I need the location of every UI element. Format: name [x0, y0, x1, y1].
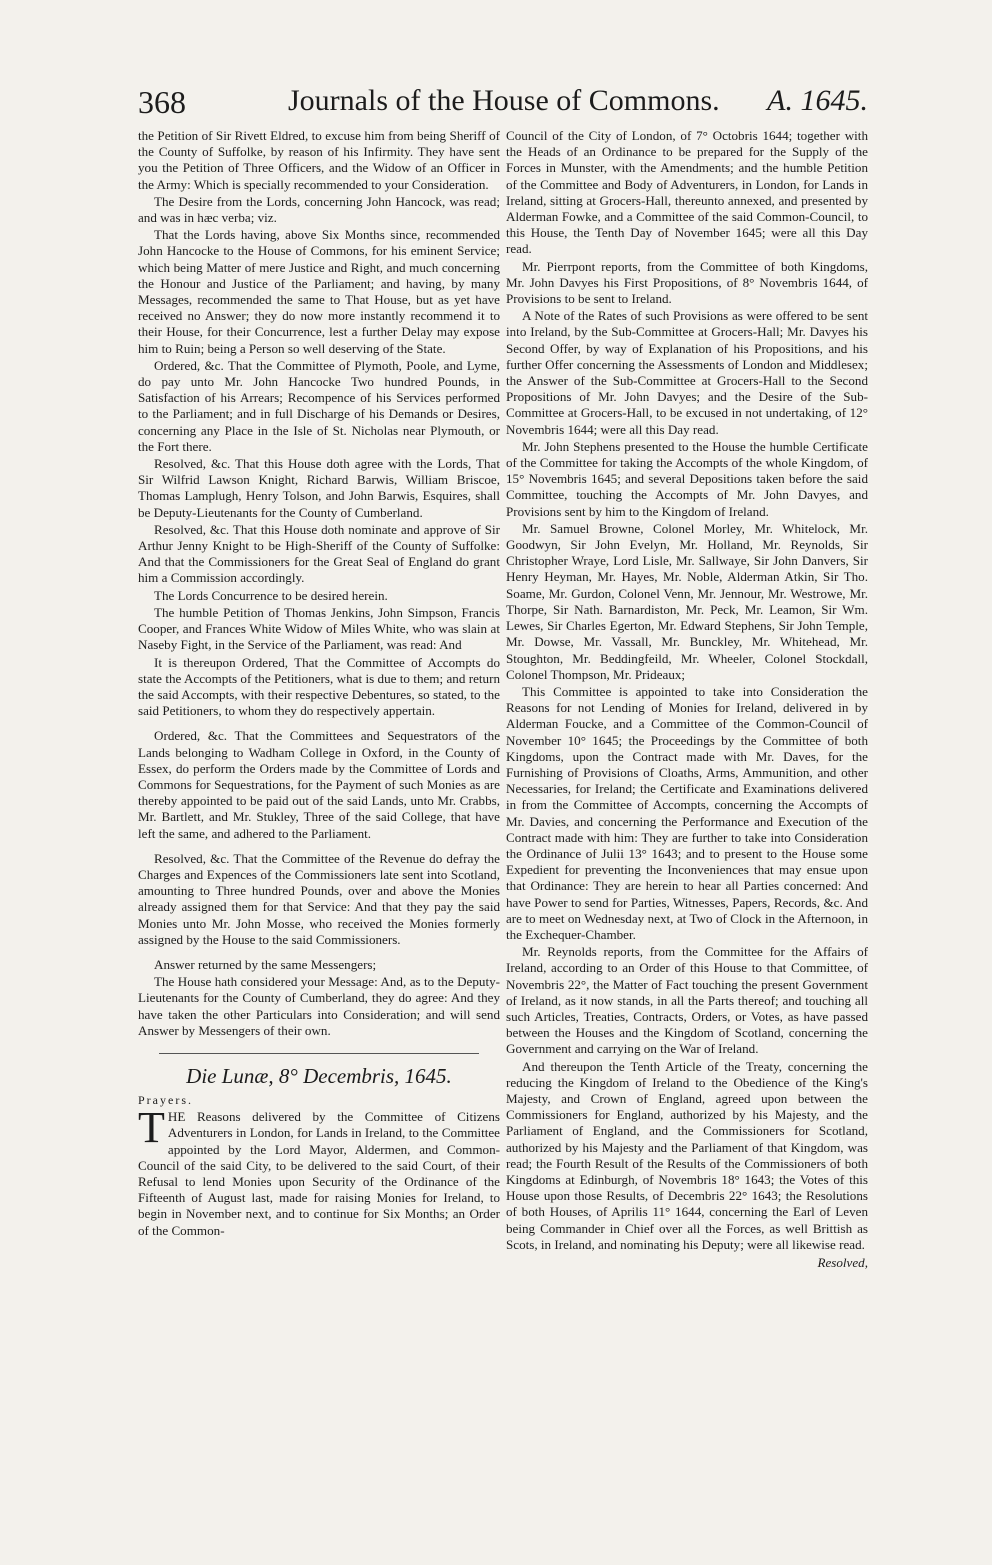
paragraph: The Lords Concurrence to be desired herein.	[154, 587, 388, 603]
day-heading: Die Lunæ, 8° Decembris, 1645.	[186, 1063, 452, 1088]
prayers-heading: Prayers.	[138, 1092, 193, 1107]
paragraph: The House hath considered your Message: And, as to the Deputy-Lieutenants for the County of Cumberland, they do agree: And they have taken the other Particulars into Consideration; and will send Answer by Messengers of their own.	[138, 974, 500, 1038]
paragraph: Mr. John Stephens presented to the House the humble Certificate of the Committee for taking the Accompts of the whole Kingdom, of 15° Novembris 1645; and several Depositions taken before the said Committee, touching the Accompts of Mr. John Davyes, and Provisions sent by him to the Kingdom of Ireland.	[506, 438, 868, 519]
right-column	[506, 128, 868, 1271]
opening-text: HE Reasons delivered by the Committee of Citizens Adventurers in London, for Lands in Ireland, to the Committee appointed by the Lord Mayor, Aldermen, and Common-Council of the said City, to be delivered to the said Court, of their Refusal to lend Monies upon Security of the Ordinance of the Fifteenth of August last, made for raising Monies for Ireland, to begin in November next, and to continue for Six Months; an Order of the Common-	[138, 1109, 500, 1238]
spacer	[138, 720, 500, 728]
paragraph: The humble Petition of Thomas Jenkins, John Simpson, Francis Cooper, and Frances White Widow of Miles White, who was slain at Naseby Fight, in the Service of the Parliament, was read: And	[138, 604, 500, 653]
left-column	[138, 128, 500, 1240]
paragraph: Resolved, &c. That the Committee of the Revenue do defray the Charges and Expences of the Commissioners late sent into Scotland, amounting to Three hundred Pounds, over and above the Monies already assigned them for that Service: And that they pay the said Monies unto Mr. John Mosse, who received the Monies formerly assigned by the House to the said Commissioners.	[138, 850, 500, 947]
paragraph: Mr. Samuel Browne, Colonel Morley, Mr. Whitelock, Mr. Goodwyn, Sir John Evelyn, Mr. Holland, Mr. Reynolds, Sir Christopher Wraye, Lord Lisle, Mr. Sallwaye, Sir John Danvers, Sir Henry Heyman, Mr. Hayes, Mr. Noble, Alderman Atkin, Sir Tho. Soame, Mr. Gurdon, Colonel Venn, Mr. Jennour, Mr. Westrowe, Mr. Thorpe, Sir Nath. Barnardiston, Mr. Peck, Mr. Leamon, Sir Wm. Lewes, Sir Charles Egerton, Mr. Edward Stephens, Sir John Temple, Mr. Dowse, Mr. Vassall, Mr. Bunckley, Mr. Whitehead, Mr. Stoughton, Mr. Beddingfeild, Mr. Wheeler, Colonel Stockdall, Colonel Thompson, Mr. Prideaux;	[506, 520, 868, 682]
paragraph: The Desire from the Lords, concerning John Hancock, was read; and was in hæc verba; viz.	[138, 193, 500, 226]
spacer	[138, 949, 500, 957]
paragraph: Ordered, &c. That the Committees and Sequestrators of the Lands belonging to Wadham College in Oxford, in the County of Essex, do perform the Orders made by the Committee of Lords and Commons for Sequestrations, for the Payment of such Monies as are thereby appointed to be paid out of the said Lands, unto Mr. Crabbs, Mr. Bartlett, and Mr. Stukley, Three of the said College, that have left the same, and adhered to the Parliament.	[138, 728, 500, 841]
section-divider	[159, 1053, 479, 1054]
page-year: A. 1645.	[767, 84, 868, 117]
paragraph: Ordered, &c. That the Committee of Plymoth, Poole, and Lyme, do pay unto Mr. John Hancocke Two hundred Pounds, in Satisfaction of his Arrears; Recompence of his Services performed to the Parliament; and in full Discharge of his Demands or Desires, concerning any Place in the Isle of St. Nicholas near Plymouth, or the Fort there.	[138, 357, 500, 454]
paragraph: That the Lords having, above Six Months since, recommended John Hancocke to the House of Commons, for his eminent Service; which being Matter of mere Justice and Right, and much concerning the Honour and Justice of the Parliament; and having, by many Messages, recommended the same to That House, but as yet have received no Answer; they do now more instantly recommend it to their House, for their Concurrence, lest a further Delay may expose him to Ruin; being a Person so well deserving of the State.	[138, 227, 500, 356]
paragraph: It is thereupon Ordered, That the Committee of Accompts do state the Accompts of the Petitioners, what is due to them; and return the said Accompts, with their respective Debentures, so stated, to the said Petitioners, to whom they do respectively appertain.	[138, 654, 500, 719]
paragraph: the Petition of Sir Rivett Eldred, to excuse him from being Sheriff of the County of Suffolke, by reason of his Infirmity. They have sent you the Petition of Three Officers, and the Widow of an Officer in the Army: Which is specially recommended to your Consideration.	[138, 128, 500, 192]
paragraph: Mr. Pierrpont reports, from the Committee of both Kingdoms, Mr. John Davyes his First Propositions, of 8° Novembris 1644, of Provisions to be sent to Ireland.	[506, 258, 868, 307]
paragraph: Council of the City of London, of 7° Octobris 1644; together with the Heads of an Ordinance to be prepared for the Supply of the Forces in Munster, with the Amendments; and the humble Petition of the Committee and Body of Adventurers, in London, for Lands in Ireland, sitting at Grocers-Hall, thereunto annexed, and presented by Alderman Fowke, and a Committee of the said Common-Council, to this House, the Tenth Day of November 1645; were all this Day read.	[506, 128, 868, 257]
catchword: Resolved,	[817, 1255, 868, 1271]
paragraph: Answer returned by the same Messengers;	[154, 956, 377, 972]
paragraph: And thereupon the Tenth Article of the Treaty, concerning the reducing the Kingdom of Ireland to the Obedience of the King's Majesty, and Crown of England, agreed upon between the Commissioners for England, authorized by his Majesty, and the Parliament of England, and the Commissioners for Scotland, authorized by his Majesty and the Parliament of that Kingdom, was read; the Fourth Result of the Results of the Commissioners of both Kingdoms at Edinburgh, of Novembris 18° 1643; the Votes of this House upon those Results, of Decembris 22° 1643; the Resolutions of both Houses, of Aprilis 11° 1644, concerning the Earl of Leven being Commander in Chief over all the Forces, as well Brittish as Scots, in Ireland, and nominating his Deputy; were all likewise read.	[506, 1058, 868, 1252]
paragraph: This Committee is appointed to take into Consideration the Reasons for not Lending of Monies for Ireland, delivered in by Alderman Foucke, and a Committee of the Common-Council of November 10° 1645; the Proceedings by the Committee of both Kingdoms, upon the Contract made with Mr. Daves, for the Furnishing of Provisions of Cloaths, Arms, Ammunition, and other Necessaries, for Ireland; the Certificate and Examinations delivered in from the Committee of Accompts, concerning the Accompts of Mr. Davies, and concerning the Performance and Execution of the Contract made with him: They are further to take into Consideration the Ordinance of Julii 13° 1643; and to present to the House some Expedient for preventing the Inconveniences that may ensue upon that Ordinance: They are herein to hear all Parties concerned: And have Power to send for Parties, Witnesses, Papers, Records, &c. And are to meet on Wednesday next, at Two of Clock in the Afternoon, in the Exchequer-Chamber.	[506, 683, 868, 942]
running-title: Journals of the House of Commons.	[288, 84, 720, 117]
page-header	[138, 82, 868, 128]
paragraph: Resolved, &c. That this House doth nominate and approve of Sir Arthur Jenny Knight to be High-Sheriff of the County of Suffolke: And that the Commissioners for the Great Seal of England do grant him a Commission accordingly.	[138, 521, 500, 586]
opening-paragraph	[138, 1103, 500, 1239]
paragraph: Resolved, &c. That this House doth agree with the Lords, That Sir Wilfrid Lawson Knight, Richard Barwis, William Briscoe, Thomas Lamplugh, Henry Tolson, and John Barwis, Esquires, shall be Deputy-Lieutenants for the County of Cumberland.	[138, 456, 500, 520]
page-number: 368	[138, 84, 186, 120]
paragraph: A Note of the Rates of such Provisions as were offered to be sent into Ireland, by the Sub-Committee at Grocers-Hall; Mr. Davyes his Second Offer, by way of Explanation of his Propositions, and his further Offer concerning the Assessments of London and Middlesex; the Answer of the Sub-Committee at Grocers-Hall to the Second Propositions of Mr. John Davyes; and the Desire of the Sub-Committee at Grocers-Hall, to be excused in not undertaking, of 12° Novembris 1644; were all this Day read.	[506, 308, 868, 437]
drop-cap: T	[138, 1103, 165, 1153]
spacer	[138, 843, 500, 851]
paragraph: Mr. Reynolds reports, from the Committee for the Affairs of Ireland, according to an Order of this House to that Committee, of Novembris 22°, the Matter of Fact touching the present Government of Ireland, as it now stands, in all the Parts thereof; and touching all such Articles, Treaties, Contracts, Orders, or Votes, as have passed between the Houses and the Kingdom of Scotland, concerning the Government and carrying on the War of Ireland.	[506, 944, 868, 1057]
